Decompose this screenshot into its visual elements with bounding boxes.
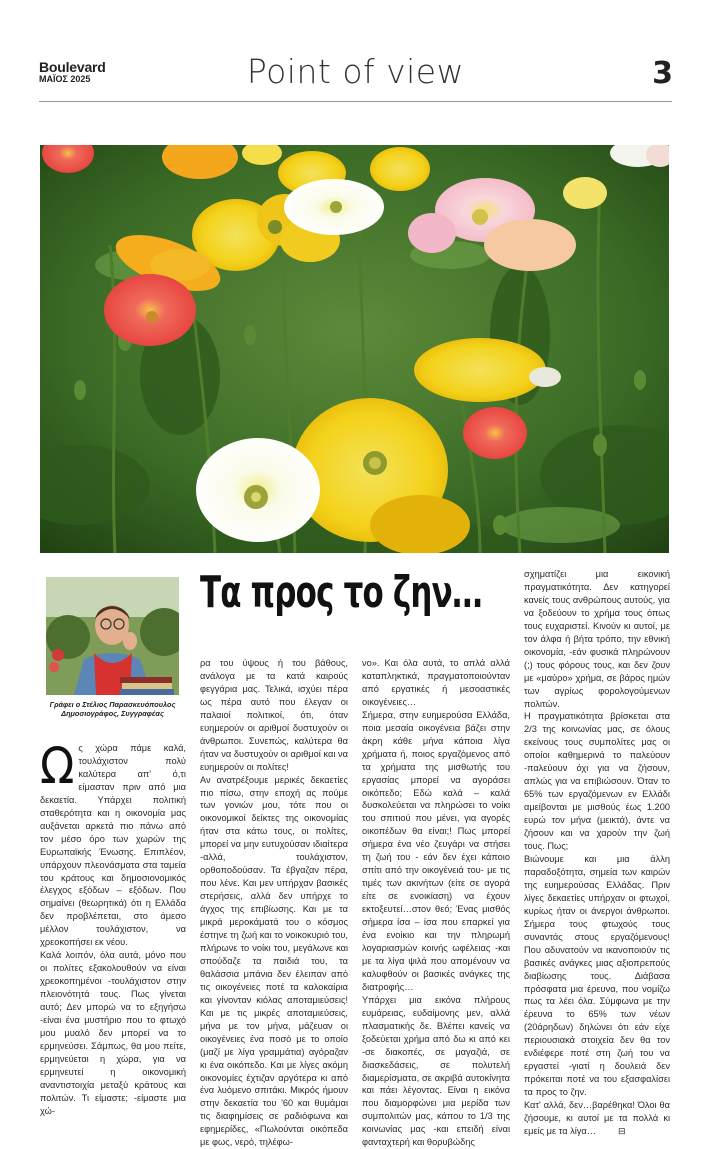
- article-headline: Τα προς το ζην…: [200, 567, 482, 618]
- article-paragraph: ρα του ύψους ή του βάθους, ανάλογα με τα κατά καιρούς φεγγάρια μας. Τελικά, ισχύει πέρα ως πέρα αυτό που έλεγαν οι παλαιοί πολιτικοί, ότι, όταν ευημερούν οι αριθμοί δυστυχούν οι άνθρωποι. Συνεπώς, καλύτερα θα ήταν να δυστυχούν οι αριθμοί και να ευημερούν οι πολίτες!: [200, 658, 348, 772]
- article-column-3: [362, 657, 510, 1149]
- poppy-flowers-photo: [40, 145, 669, 553]
- article-column-4: [524, 568, 670, 1138]
- brand-name: Boulevard: [39, 59, 106, 75]
- page-number: 3: [652, 56, 673, 91]
- article-paragraph: Σήμερα, στην ευημερούσα Ελλάδα, ποια μεσαία οικογένεια βάζει στην άκρη κάθε μήνα κάποια λίγα χρήματα ή, ποιος εργαζόμενος από τα χρήματα της μισθωτής του εργασίας μπορεί να αγοράσει οικόπεδο; Εδώ καλά – καλά δυσκολεύεται να πληρώσει το νοίκι του σπιτιού που μένει, για αγορές οικοπέδων θα είναι;! Πως μπορεί σήμερα ένα νέο ζευγάρι να στήσει τη ζωή του - εάν δεν έχει κάποιο σπίτι από την οικογένειά του- με τις τιμές των ακινήτων (είτε σε αγορά είτε σε ενοικίαση) να έχουν εκτοξευτεί…στον θεό; Ένας μισθός σήμερα ίσα – ίσα που επαρκεί για ένα ενοίκιο και την πληρωμή λογαριασμών κοινής ωφέλειας -και με τα λίγα ψιλά που απομένουν να καλυφθούν οι βασικές ανάγκες της διατροφής…: [362, 709, 510, 992]
- issue-date: ΜΑΪΟΣ 2025: [39, 74, 91, 84]
- drop-cap: Ω: [40, 737, 75, 795]
- author-name: Γράφει ο Στέλιος Παρασκευόπουλος: [49, 700, 176, 709]
- author-portrait-photo: [46, 577, 179, 695]
- end-of-article-icon: ⊟: [618, 1125, 626, 1136]
- section-title: Point of view: [246, 52, 465, 91]
- article-paragraph: Η πραγματικότητα βρίσκεται στα 2/3 της κοινωνίας μας, σε όλους εκείνους τους συμπολίτες μας οι οποίοι καθημερινά το παλεύουν -παλεύουν όχι για να ζήσουν, απλώς για να επιβιώσουν. Όταν το 65% των εργαζόμενων εν Ελλάδι αμείβονται με μισθούς έως 1.200 ευρώ τον μήνα (μεικτά), άντε να ζήσουν και να χαρούν την ζωή τους. Πως;: [524, 711, 670, 852]
- article-column-1: [40, 737, 186, 1118]
- article-paragraph: σχηματίζει μια εικονική πραγματικότητα. Δεν κατηγορεί κανείς τους ανθρώπους αυτούς, για να ξοδεύουν το χρήμα τους όπως τους ευχαριστεί. Κινούν κι αυτοί, με τον άλφα ή βήτα τρόπο, την εθνική οικονομία, -εάν φυσικά πληρώνουν (;) τους φόρους τους, και δεν ζουν με «μαύρο» χρήμα, σε βάρος ημών των αγρίως φορολογούμενων πολιτών.: [524, 569, 670, 709]
- paragraph-text: ς χώρα πάμε καλά, τουλάχιστον πολύ καλύτερα απ' ό,τι είμασταν πριν από μια δεκαετία. Υπάρχει πολιτική σταθερότητα και η οικονομία μας αυξάνεται αρκετά πιο πάνω από τον μέσο όρο των χωρών της Ευρωπαϊκής Ένωσης. Επιπλέον, υπάρχουν πλεονάσματα στα ταμεία του κράτους και δημοσιονομικός έλεγχος εξόδων – εξόδων. Που σημαίνει (θεωρητικά) ότι η Ελλάδα δεν προβλέπεται, στο άμεσο μέλλον τουλάχιστον, να χρεοκοπήσει εκ νέου.: [40, 743, 186, 948]
- article-paragraph: Υπάρχει μια εικόνα πλήρους ευμάρειας, ευδαίμονης μεν, αλλά πλασματικής δε. Βλέπει κανείς να ξοδεύεται χρήμα από δω κι από κει -σε διακοπές, σε μαγαζιά, σε διασκεδάσεις, σε πολυτελή διαμερίσματα, σε ακριβά αυτοκίνητα και πάει λέγοντας. Είναι η εικόνα που διαμορφώνει μια μερίδα των συμπολιτών μας, κάπου το 1/3 της κοινωνίας μας -και επειδή είναι φανταχτερή και θορυβώδης: [362, 994, 510, 1148]
- author-role: Δημοσιογράφος, Συγγραφέας: [61, 709, 164, 719]
- header-divider: [39, 101, 672, 102]
- article-paragraph: Καλά λοιπόν, όλα αυτά, μόνο που οι πολίτες εξακολουθούν να είναι χρεοκοπημένοι -τουλάχιστον στην πλειονότητά τους. Πως γίνεται αυτό; Δεν μπορώ να το εξηγήσω -είναι ένα μυστήριο που το φτωχό μου μυαλό δεν μπορεί να το ερμηνεύσει. Σάμπως, θα μου πείτε, ερμηνεύεται η χώρα, για να ερμηνευτεί η οικονομική αναντιστοιχία μεταξύ κράτους και πολιτών. Τι είμαστε; -είμαστε μια χώ-: [40, 950, 186, 1116]
- article-paragraph: [524, 1099, 670, 1138]
- author-caption: [40, 700, 185, 719]
- article-paragraph: Βιώνουμε και μια άλλη παραδοξότητα, σημεία των καιρών της ευημερούσας Ελλάδας. Πριν λίγες δεκαετίες υπήρχαν οι φτωχοί, κυρίως ήταν οι άνεργοι άνθρωποι. Σήμερα τους φτωχούς τους συναντάς στους εργαζόμενους! Που αδυνατούν να ικανοποιούν τις βασικές ανάγκες μιας αξιοπρεπούς διαβίωσης τους. Διάβασα πρόσφατα μια έρευνα, που νομίζω πως τα λέει όλα. Σύμφωνα με την έρευνα το 65% των νέων (20άρηδων) δηλώνει ότι εάν είχε περιουσιακά στοιχεία δεν θα τον ενδιέφερε ποτέ στη ζωή του να εργαστεί -γιατί η δουλειά δεν πρόκειται ποτέ να του εξασφαλίσει τα προς το ζην.: [524, 853, 670, 1098]
- article-column-2: [200, 657, 348, 1149]
- article-paragraph: νο». Και όλα αυτά, το απλά αλλά καταπληκτικά, πραγματοποιούνταν από εργατικές ή μεσοαστικές οικογένειες…: [362, 658, 510, 707]
- paragraph-text: Κατ' αλλά, δεν…βαρέθηκα! Όλοι θα ζήσουμε, κι αυτοί με τα πολλά κι εμείς με τα λίγα…: [524, 1100, 670, 1136]
- article-paragraph: [40, 737, 186, 949]
- article-paragraph: Αν ανατρέξουμε μερικές δεκαετίες πιο πίσω, στην εποχή ας πούμε των γονιών μου, τότε που οι οικονομικοί δείκτες της οικονομίας ήταν στα κάτω τους, οι πολίτες, μπορεί να μην ευτυχούσαν ιδιαίτερα -αλλά, τουλάχιστον, ορθοποδούσαν. Τα έβγαζαν πέρα, που λένε. Και μεν υπήρχαν βασικές στερήσεις, αλλά δεν υπήρχε το άγχος της επιβίωσης. Και με τα μικρά μεροκάματά του ο κόσμος έστηνε τη ζωή και το νοικοκυριό του, πλήρωνε το νοίκι του, μεγάλωνε και σπούδαζε τα παιδιά του, τα θαλάσσια μπάνια δεν έλειπαν από τις οικογένειες ποτέ τα καλοκαίρια και γίνονταν κιόλας αποταμιεύσεις! Και με τις μικρές αποταμιεύσεις, μήνα με τον μήνα, μάζευαν οι οικογένειες ένα ποσό με το οποίο (μαζί με λίγα γραμμάτια) αγόραζαν κι ένα οικόπεδο. Και με λίγες ακόμη οικονομίες έχτιζαν αργότερα κι από ένα λυόμενο σπιτάκι. Μικρός ήμουν στην δεκαετία του '60 και θυμάμαι τις διαφημίσεις σε ραδιόφωνα και εφημερίδες, «Πωλούνται οικόπεδα με φως, νερό, τηλέφω-: [200, 774, 348, 1148]
